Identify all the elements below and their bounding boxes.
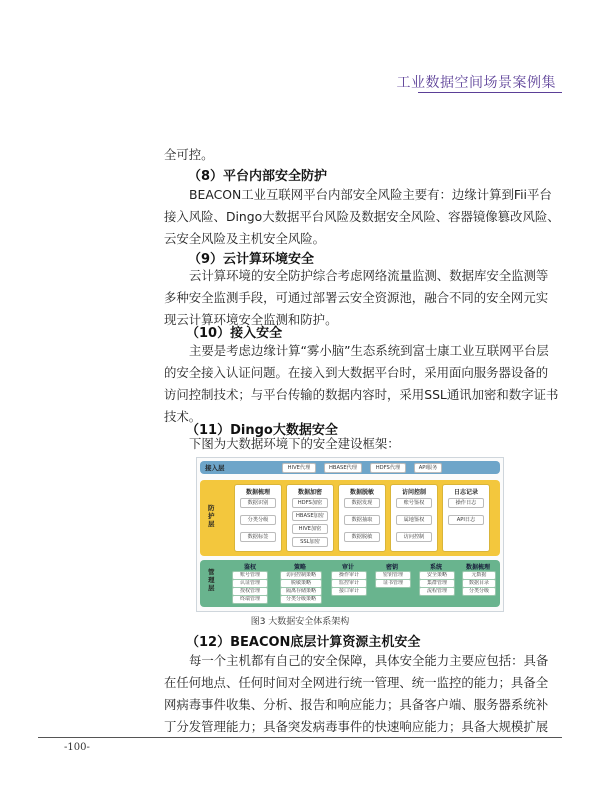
manage-item: 集群管理 xyxy=(419,579,455,588)
group-item: API日志 xyxy=(448,515,484,525)
manage-item: 分类分级策略 xyxy=(280,595,322,604)
paragraph-9: 云计算环境的安全防护综合考虑网络流量监测、数据库安全监测等多种安全监测手段，可通过部署云安全资源池，融合不同的安全网元实现云计算环境安全监测和防护。 xyxy=(164,268,549,327)
manage-item: 密钥管理 xyxy=(375,571,411,580)
access-item: HIVE代理 xyxy=(282,463,316,473)
security-architecture-diagram xyxy=(196,457,504,612)
group-item: 分类分级 xyxy=(240,515,276,525)
manage-item: 安全策略 xyxy=(419,571,455,580)
manage-column-title: 策略 xyxy=(293,564,306,571)
manage-item: 证书管理 xyxy=(375,579,411,588)
header-rule xyxy=(418,92,562,93)
access-item: HBASE代理 xyxy=(324,463,362,473)
heading-12: （12）BEACON底层计算资源主机安全 xyxy=(186,635,421,650)
manage-item: 接口审计 xyxy=(331,587,367,596)
manage-item: 流程管理 xyxy=(419,587,455,596)
paragraph-10: 主要是考虑边缘计算“雾小脑”生态系统到富士康工业互联网平台层的安全接入认证问题。在接入到大数据平台时，采用面向服务器设备的访问控制技术；与平台传输的数据内容时，采用SSL通讯加密和数字证书技术。 xyxy=(164,343,559,424)
group-item: 数据脱敏 xyxy=(344,532,380,542)
manage-column-title: 密钥 xyxy=(385,564,398,571)
manage-item: 操作审计 xyxy=(331,571,367,580)
group-item: 数据识别 xyxy=(240,498,276,508)
manage-item: 监控审计 xyxy=(331,579,367,588)
manage-column-title: 系统 xyxy=(429,564,442,571)
paragraph-11: 下图为大数据环境下的安全建设框架： xyxy=(189,436,400,451)
manage-item: 访问控制策略 xyxy=(280,571,322,580)
manage-item: 脱敏策略 xyxy=(280,579,322,588)
manage-layer xyxy=(200,560,500,607)
header-title: 工业数据空间场景案例集 xyxy=(396,75,556,91)
group-item: 账号鉴权 xyxy=(396,498,432,508)
manage-column-title: 审计 xyxy=(341,564,354,571)
heading-8: （8）平台内部安全防护 xyxy=(188,169,328,184)
paragraph-continuation: 全可控。 xyxy=(164,147,214,162)
protect-group xyxy=(286,484,334,552)
group-item: 数据抽取 xyxy=(344,515,380,525)
manage-item: 隔离存储策略 xyxy=(280,587,322,596)
heading-9: （9）云计算环境安全 xyxy=(188,252,315,267)
access-layer xyxy=(200,461,500,474)
manage-item: 授权管理 xyxy=(232,587,268,596)
protect-group xyxy=(442,484,490,552)
access-layer-label: 接入层 xyxy=(205,464,225,472)
figure-caption: 图3 大数据安全体系架构 xyxy=(250,617,350,627)
manage-item: 认证管理 xyxy=(232,579,268,588)
group-item: 属地鉴权 xyxy=(396,515,432,525)
manage-item: 账号管理 xyxy=(232,571,268,580)
group-item: 操作日志 xyxy=(448,498,484,508)
manage-column-title: 鉴权 xyxy=(243,564,256,571)
manage-layer-label: 管理层 xyxy=(208,568,215,592)
paragraph-8: BEACON工业互联网平台内部安全风险主要有：边缘计算到Fii平台接入风险、Dingo大数据平台风险及数据安全风险、容器镜像篡改风险、云安全风险及主机安全风险。 xyxy=(164,187,560,246)
group-title: 数据脱敏 xyxy=(349,489,374,496)
footer-rule xyxy=(38,737,562,738)
group-title: 数据加密 xyxy=(297,489,322,496)
group-item: HDFS加密 xyxy=(292,498,328,508)
heading-11: （11）Dingo大数据安全 xyxy=(186,423,338,438)
manage-item: 元数据 xyxy=(462,571,496,580)
group-item: SSL加密 xyxy=(292,537,328,547)
group-title: 访问控制 xyxy=(401,489,426,496)
group-item: 访问控制 xyxy=(396,532,432,542)
group-title: 日志记录 xyxy=(453,489,478,496)
protect-group xyxy=(390,484,438,552)
manage-item: 分类分级 xyxy=(462,587,496,596)
access-item: API服务 xyxy=(414,463,442,473)
heading-10: （10）接入安全 xyxy=(186,326,283,341)
group-item: HIVE加密 xyxy=(292,524,328,534)
running-header xyxy=(0,70,600,100)
paragraph-12: 每一个主机都有自己的安全保障，具体安全能力主要应包括：具备在任何地点、任何时间对全网进行统一管理、统一监控的能力；具备全网病毒事件收集、分析、报告和响应能力；具备客户端、服务器系统补丁分发管理能力；具备突发病毒事件的快速响应能力；具备大规模扩展 xyxy=(164,653,549,734)
protect-group xyxy=(338,484,386,552)
page-number: -100- xyxy=(64,742,90,753)
manage-item: 数据目录 xyxy=(462,579,496,588)
manage-item: 终端管理 xyxy=(232,595,268,604)
group-title: 数据梳理 xyxy=(245,489,270,496)
protect-group xyxy=(234,484,282,552)
group-item: HBASE加密 xyxy=(292,511,328,521)
manage-column-title: 数据梳理 xyxy=(465,564,490,571)
access-item: HDFS代理 xyxy=(370,463,406,473)
group-item: 数据发现 xyxy=(344,498,380,508)
protect-layer-label: 防护层 xyxy=(208,504,215,528)
group-item: 数据标签 xyxy=(240,532,276,542)
protect-layer xyxy=(200,480,500,556)
